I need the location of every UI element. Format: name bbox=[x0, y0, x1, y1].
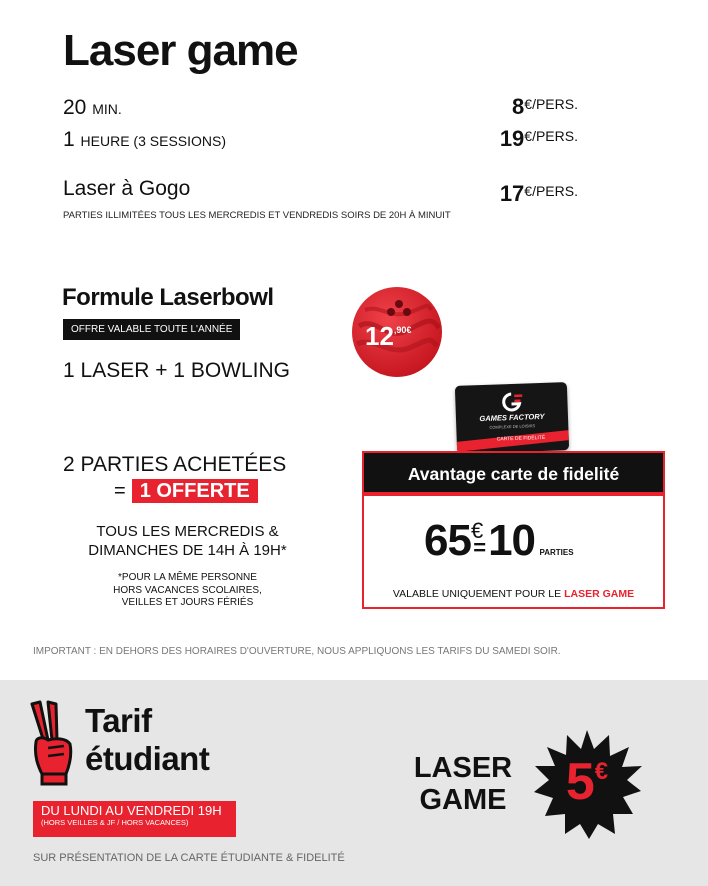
price-value: 19 bbox=[499, 126, 525, 151]
price-unit: €/PERS. bbox=[524, 183, 578, 199]
row-small: HEURE (3 SESSIONS) bbox=[80, 133, 227, 149]
laserbowl-line: 1 LASER + 1 BOWLING bbox=[63, 359, 291, 382]
student-price-currency: € bbox=[594, 758, 609, 785]
important-note: IMPORTANT : EN DEHORS DES HORAIRES D'OUVERTURE, NOUS APPLIQUONS LES TARIFS DU SAMEDI SOIR. bbox=[33, 646, 561, 657]
price-int: 12 bbox=[365, 321, 394, 351]
student-footer: SUR PRÉSENTATION DE LA CARTE ÉTUDIANTE & FIDELITÉ bbox=[33, 852, 345, 864]
student-label bbox=[408, 752, 518, 816]
starburst-badge-icon bbox=[531, 728, 643, 840]
offer-line1: 2 PARTIES ACHETÉES bbox=[63, 453, 287, 476]
fidelity-deal bbox=[424, 516, 574, 566]
fidelity-title: Avantage carte de fidelité bbox=[364, 453, 663, 496]
offer-foot1: *POUR LA MÊME PERSONNE bbox=[118, 572, 257, 583]
card-label: CARTE DE FIDÉLITÉ bbox=[496, 434, 546, 443]
price-20min bbox=[512, 94, 578, 120]
fidelity-count-unit: PARTIES bbox=[539, 548, 574, 557]
laserbowl-price bbox=[365, 321, 411, 352]
student-title2: étudiant bbox=[85, 740, 210, 777]
offer-foot2: HORS VACANCES SCOLAIRES, bbox=[113, 584, 262, 596]
fidelity-count: 10 bbox=[488, 516, 536, 565]
row-main: 20 bbox=[63, 96, 87, 119]
offer-highlight: 1 OFFERTE bbox=[132, 479, 258, 503]
price-dec: ,90€ bbox=[393, 325, 412, 335]
student-section bbox=[0, 680, 708, 886]
price-value: 17 bbox=[499, 181, 525, 206]
student-days-bar bbox=[33, 801, 236, 837]
fidelity-note-highlight: LASER GAME bbox=[564, 588, 635, 600]
student-price-value: 5 bbox=[565, 753, 595, 811]
row-1h bbox=[63, 128, 226, 152]
student-title1: Tarif bbox=[85, 702, 152, 739]
laserbowl-title: Formule Laserbowl bbox=[62, 284, 274, 311]
price-1h bbox=[500, 126, 578, 152]
row-small: MIN. bbox=[92, 101, 122, 117]
card-brand: GAMES FACTORY bbox=[479, 411, 545, 424]
fidelity-eq: = bbox=[473, 535, 487, 560]
fidelity-note-prefix: VALABLE UNIQUEMENT POUR LE bbox=[392, 588, 565, 600]
student-price bbox=[531, 752, 643, 812]
offer-foot3: VEILLES ET JOURS FÉRIÉS bbox=[121, 597, 254, 608]
price-unit: €/PERS. bbox=[524, 96, 578, 112]
gogo-label: Laser à Gogo bbox=[63, 177, 191, 200]
victory-hand-icon bbox=[26, 700, 78, 786]
fidelity-currency: € bbox=[470, 518, 484, 543]
student-label1: LASER bbox=[413, 752, 513, 784]
fidelity-note bbox=[364, 588, 663, 600]
price-gogo bbox=[500, 181, 578, 207]
student-label2: GAME bbox=[419, 784, 507, 816]
student-days-note: (HORS VEILLES & JF / HORS VACANCES) bbox=[41, 818, 189, 827]
fidelity-amount: 65 bbox=[424, 516, 471, 565]
offer-days2: DIMANCHES DE 14H À 19H* bbox=[88, 542, 287, 559]
offer-days bbox=[70, 522, 305, 560]
price-value: 8 bbox=[512, 94, 525, 119]
loyalty-card-icon bbox=[455, 382, 569, 454]
card-logo-icon bbox=[499, 392, 524, 413]
laserbowl-tag: OFFRE VALABLE TOUTE L'ANNÉE bbox=[63, 319, 240, 340]
offer-days1: TOUS LES MERCREDIS & bbox=[96, 523, 279, 540]
student-days: DU LUNDI AU VENDREDI 19H bbox=[41, 803, 222, 818]
offer-line2 bbox=[114, 480, 258, 503]
row-20min bbox=[63, 96, 122, 120]
card-sub: COMPLEXE DE LOISIRS bbox=[489, 423, 536, 430]
fidelity-box bbox=[362, 451, 665, 609]
offer-footnote bbox=[80, 572, 295, 610]
page-title: Laser game bbox=[63, 26, 298, 75]
row-main: 1 bbox=[63, 128, 75, 151]
offer-eq: = bbox=[114, 480, 126, 502]
gogo-note: PARTIES ILLIMITÉES TOUS LES MERCREDIS ET VENDREDIS SOIRS DE 20H À MINUIT bbox=[63, 210, 451, 221]
price-unit: €/PERS. bbox=[524, 128, 578, 144]
